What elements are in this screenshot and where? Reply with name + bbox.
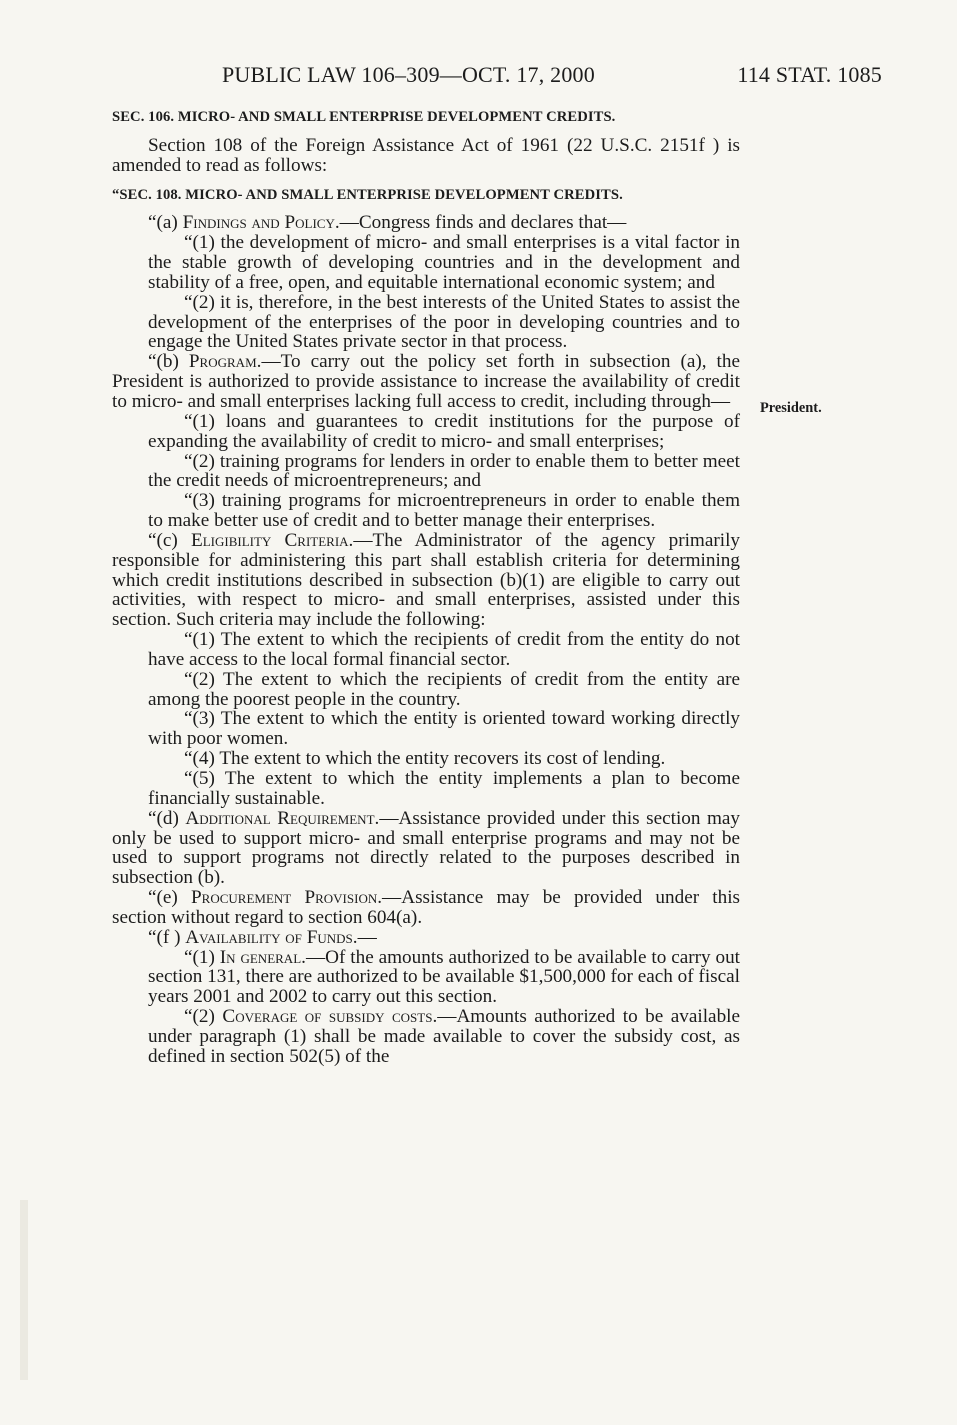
margin-note: President. — [760, 400, 822, 416]
subsection-e-caption: Procurement Provision. — [191, 887, 383, 909]
section-106-heading: SEC. 106. MICRO- AND SMALL ENTERPRISE DEVELOPMENT CREDITS. — [112, 109, 616, 125]
section-106-intro: Section 108 of the Foreign Assistance Act of 1961 (22 U.S.C. 2151f ) is amended to read as follows: — [112, 134, 740, 176]
subsection-a-paragraph-1: “(1) the development of micro- and small enterprises is a vital factor in the stable growth of developing countries and in the development and stability of a free, open, and equitable international economic system; and — [148, 232, 740, 293]
subsection-a: “(a) Findings and Policy.—Congress finds and declares that— — [148, 212, 627, 234]
subsection-b-caption: Program. — [188, 351, 262, 373]
section-108-heading: “SEC. 108. MICRO- AND SMALL ENTERPRISE DEVELOPMENT CREDITS. — [112, 186, 623, 203]
subsection-b-paragraph-3: “(3) training programs for microentrepreneurs in order to enable them to make better use of credit and to better manage their enterprises. — [148, 490, 740, 532]
statute-page-number: 114 STAT. 1085 — [737, 62, 882, 87]
subsection-f: “(f ) Availability of Funds.— — [148, 926, 377, 948]
subsection-f-caption: Availability of Funds. — [185, 926, 358, 948]
subsection-c: “(c) Eligibility Criteria.—The Administrator of the agency primarily responsible for administering this part shall establish criteria for determining which credit institutions described in subsection (b)(1) are eligible to carry out activities, with respect to micro- and small enterprises, assisted under this section. Such criteria may include the following: — [112, 529, 741, 631]
subsection-c-paragraph-4: “(4) The extent to which the entity recovers its cost of lending. — [184, 748, 666, 770]
subsection-a-paragraph-2: “(2) it is, therefore, in the best interests of the United States to assist the development of the enterprises of the poor in developing countries and to engage the United States private sector in that process. — [148, 291, 740, 353]
subsection-f-paragraph-2: “(2) Coverage of subsidy costs.—Amounts authorized to be available under paragraph (1) shall be made available to cover the subsidy cost, as defined in section 502(5) of the — [148, 1006, 741, 1067]
subsection-c-paragraph-2: “(2) The extent to which the recipients of credit from the entity are among the poorest people in the country. — [148, 668, 740, 710]
subsection-c-caption: Eligibility Criteria. — [191, 529, 354, 551]
subsection-b-paragraph-2: “(2) training programs for lenders in order to enable them to better meet the credit needs of microentrepreneurs; and — [148, 450, 740, 492]
subsection-c-paragraph-3: “(3) The extent to which the entity is oriented toward working directly with poor women. — [148, 708, 740, 750]
subsection-e: “(e) Procurement Provision.—Assistance may be provided under this section without regard to section 604(a). — [112, 887, 741, 928]
subsection-b: “(b) Program.—To carry out the policy set forth in subsection (a), the President is authorized to provide assistance to increase the availability of credit to micro- and small enterprises lacking full access to credit, including through— — [112, 351, 740, 412]
subsection-d-caption: Additional Requirement. — [185, 807, 380, 829]
subsection-b-paragraph-1: “(1) loans and guarantees to credit institutions for the purpose of expanding the availability of credit to micro- and small enterprises; — [148, 410, 740, 452]
subsection-c-paragraph-5: “(5) The extent to which the entity implements a plan to become financially sustainable. — [148, 768, 740, 809]
subsection-a-caption: Findings and Policy. — [182, 212, 340, 234]
public-law-citation: PUBLIC LAW 106–309—OCT. 17, 2000 — [222, 62, 595, 87]
document-body — [112, 108, 740, 1067]
subsection-d: “(d) Additional Requirement.—Assistance provided under this section may only be used to support micro- and small enterprise programs and may not be used to support programs not directly related to the purposes described in subsection (b). — [112, 807, 741, 889]
subsection-f-paragraph-1: “(1) In general.—Of the amounts authorized to be available to carry out section 131, there are authorized to be available $1,500,000 for each of fiscal years 2001 and 2002 to carry out this section. — [148, 946, 741, 1008]
subsection-f1-caption: In general. — [219, 946, 306, 968]
page-edge-shading — [20, 1200, 28, 1380]
subsection-f2-caption: Coverage of subsidy costs. — [222, 1006, 438, 1028]
subsection-c-paragraph-1: “(1) The extent to which the recipients of credit from the entity do not have access to the local formal financial sector. — [148, 629, 740, 670]
